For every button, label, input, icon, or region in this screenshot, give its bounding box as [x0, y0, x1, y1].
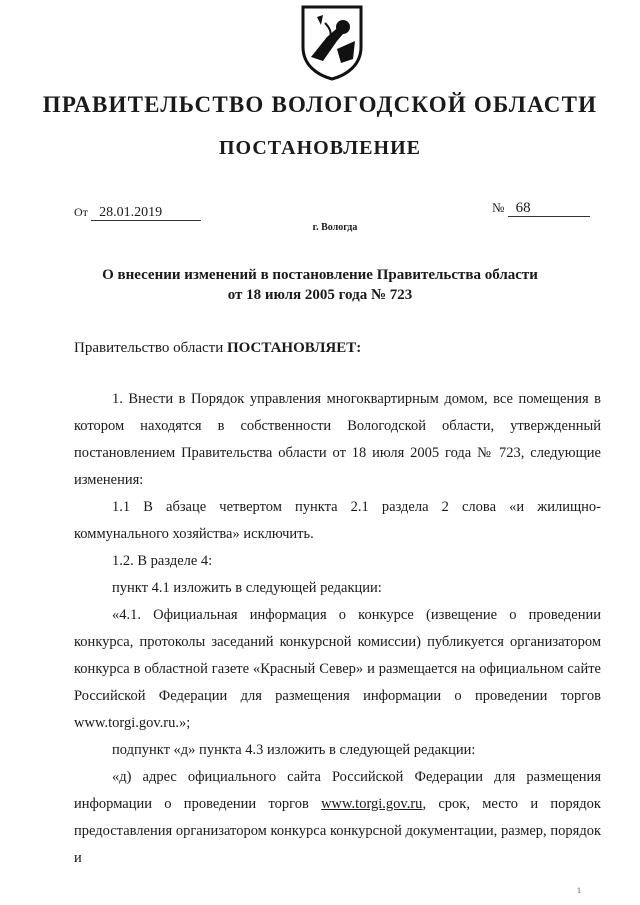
number-value: 68 [508, 201, 590, 217]
paragraph-1-1: 1.1 В абзаце четвертом пункта 2.1 раздела 2 слова «и жилищно-коммунального хозяйства» исключить. [74, 499, 601, 542]
resolution-prefix: Правительство области [74, 340, 224, 356]
date-label: От [74, 205, 88, 219]
paragraph-4-1-text: «4.1. Официальная информация о конкурсе (извещение о проведении конкурса, протоколы заседаний конкурсной комиссии) публикуется организатором конкурса в областной газете «Красный Север» и размещается на официальном сайте Российской Федерации для размещения информации о проведении торгов www.torgi.gov.ru.»; [74, 607, 601, 731]
city: г. Вологда [312, 222, 358, 233]
document-subject [0, 265, 640, 305]
paragraph-1-2: 1.2. В разделе 4: [112, 553, 213, 569]
paragraph-4-3-text [74, 764, 601, 872]
document-type: ПОСТАНОВЛЕНИЕ [219, 137, 421, 159]
subject-line-1: О внесении изменений в постановление Правительства области [102, 267, 538, 283]
document-body [74, 386, 601, 872]
date-value: 28.01.2019 [91, 206, 201, 221]
organization-title: ПРАВИТЕЛЬСТВО ВОЛОГОДСКОЙ ОБЛАСТИ [42, 92, 598, 117]
resolution-statement [74, 340, 361, 357]
document-date [74, 204, 201, 221]
paragraph-4-3-start: «д) адрес официального сайта Российской Федерации для размещения информации о проведении торгов [74, 769, 601, 812]
resolution-keyword: ПОСТАНОВЛЯЕТ: [226, 340, 362, 356]
paragraph-4-3-end: , срок, место и порядок предоставления организатором конкурса конкурсной документации, размер, порядок и [74, 796, 601, 866]
torgi-link[interactable]: www.torgi.gov.ru [321, 796, 423, 812]
paragraph-4-1-intro: пункт 4.1 изложить в следующей редакции: [112, 580, 382, 596]
paragraph-4-3-intro: подпункт «д» пункта 4.3 изложить в следующей редакции: [112, 742, 476, 758]
number-label: № [492, 200, 505, 215]
document-number [492, 200, 590, 217]
paragraph-1: 1. Внести в Порядок управления многоквартирным домом, все помещения в котором находятся в собственности Вологодской области, утвержденный постановлением Правительства области от 18 июля 2005 года № 723, следующие изменения: [74, 391, 601, 488]
subject-line-2: от 18 июля 2005 года № 723 [227, 287, 413, 303]
page-mark: 1 [577, 886, 581, 895]
coat-of-arms-icon [297, 3, 367, 81]
